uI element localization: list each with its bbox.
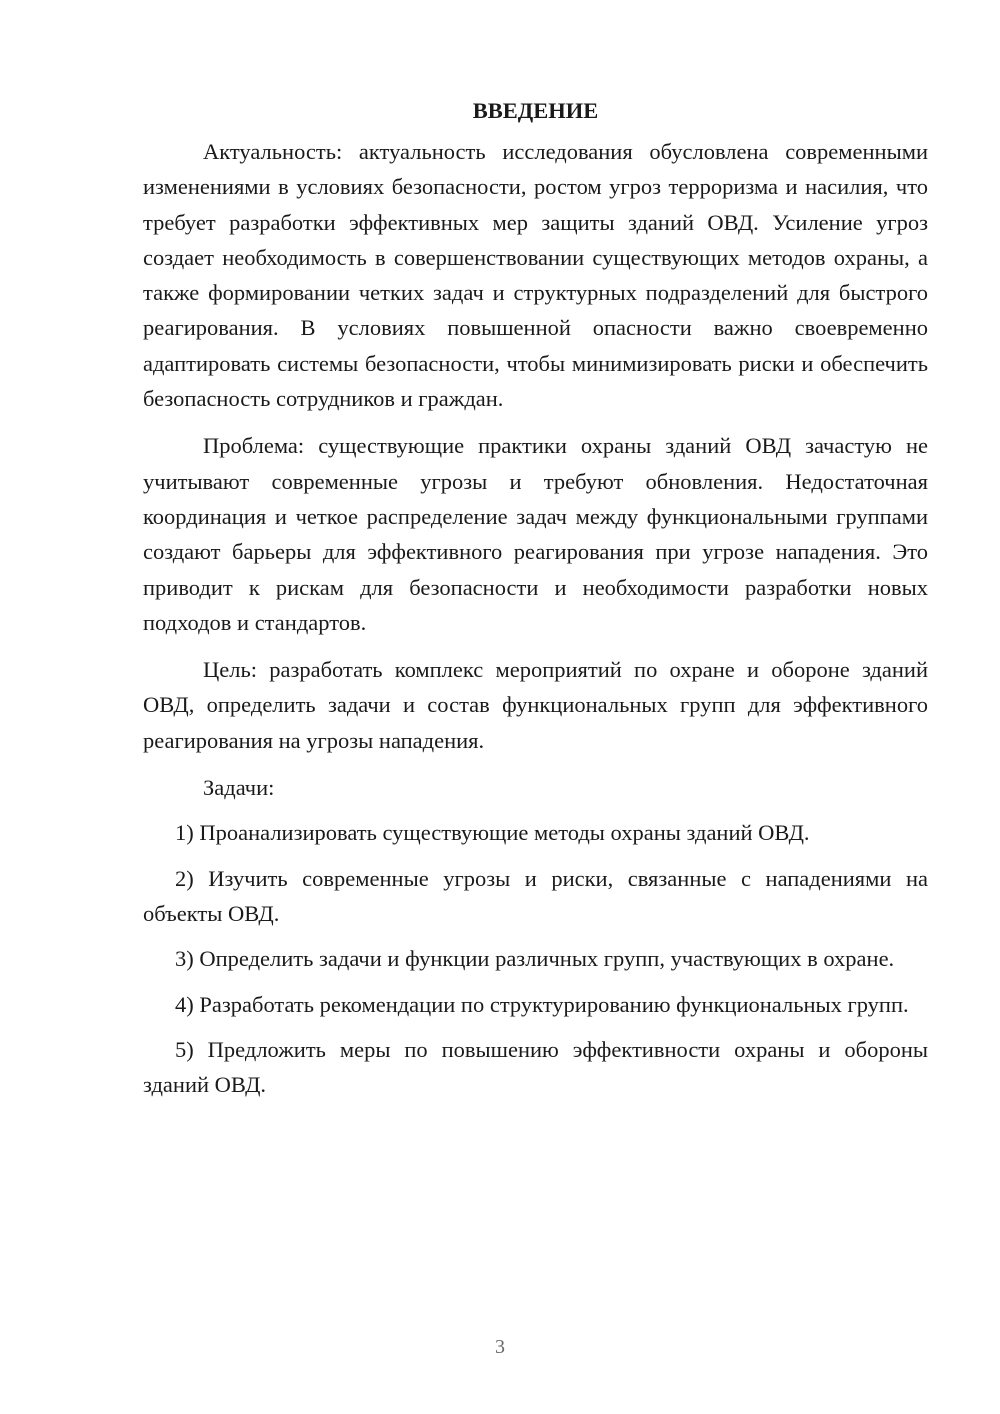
paragraph-problem: Проблема: существующие практики охраны зданий ОВД зачастую не учитывают современные угрозы и требуют обновления. Недостаточная координация и четкое распределение задач между функциональными группами создают барьеры для эффективного реагирования при угрозе нападения. Это приводит к рискам для безопасности и необходимости разработки новых подходов и стандартов.	[143, 433, 928, 635]
task-item-3: 3) Определить задачи и функции различных групп, участвующих в охране.	[175, 946, 895, 972]
task-item-4: 4) Разработать рекомендации по структурированию функциональных групп.	[175, 991, 909, 1017]
document-body	[143, 92, 928, 1112]
task-item-5: 5) Предложить меры по повышению эффективности охраны и обороны зданий ОВД.	[143, 1036, 928, 1098]
paragraph-goal: Цель: разработать комплекс мероприятий по охране и обороне зданий ОВД, определить задачи и состав функциональных групп для эффективного реагирования на угрозы нападения.	[143, 657, 928, 753]
paragraph-relevance: Актуальность: актуальность исследования обусловлена современными изменениями в условиях безопасности, ростом угроз терроризма и насилия, что требует разработки эффективных мер защиты зданий ОВД. Усиление угроз создает необходимость в совершенствовании существующих методов охраны, а также формировании четких задач и структурных подразделений для быстрого реагирования. В условиях повышенной опасности важно своевременно адаптировать системы безопасности, чтобы минимизировать риски и обеспечить безопасность сотрудников и граждан.	[143, 139, 928, 412]
tasks-label: Задачи:	[203, 775, 275, 801]
task-item-2: 2) Изучить современные угрозы и риски, связанные с нападениями на объекты ОВД.	[143, 865, 928, 926]
page-number: 3	[495, 1336, 505, 1358]
page-title: ВВЕДЕНИЕ	[472, 98, 599, 123]
task-item-1: 1) Проанализировать существующие методы охраны зданий ОВД.	[175, 820, 810, 846]
